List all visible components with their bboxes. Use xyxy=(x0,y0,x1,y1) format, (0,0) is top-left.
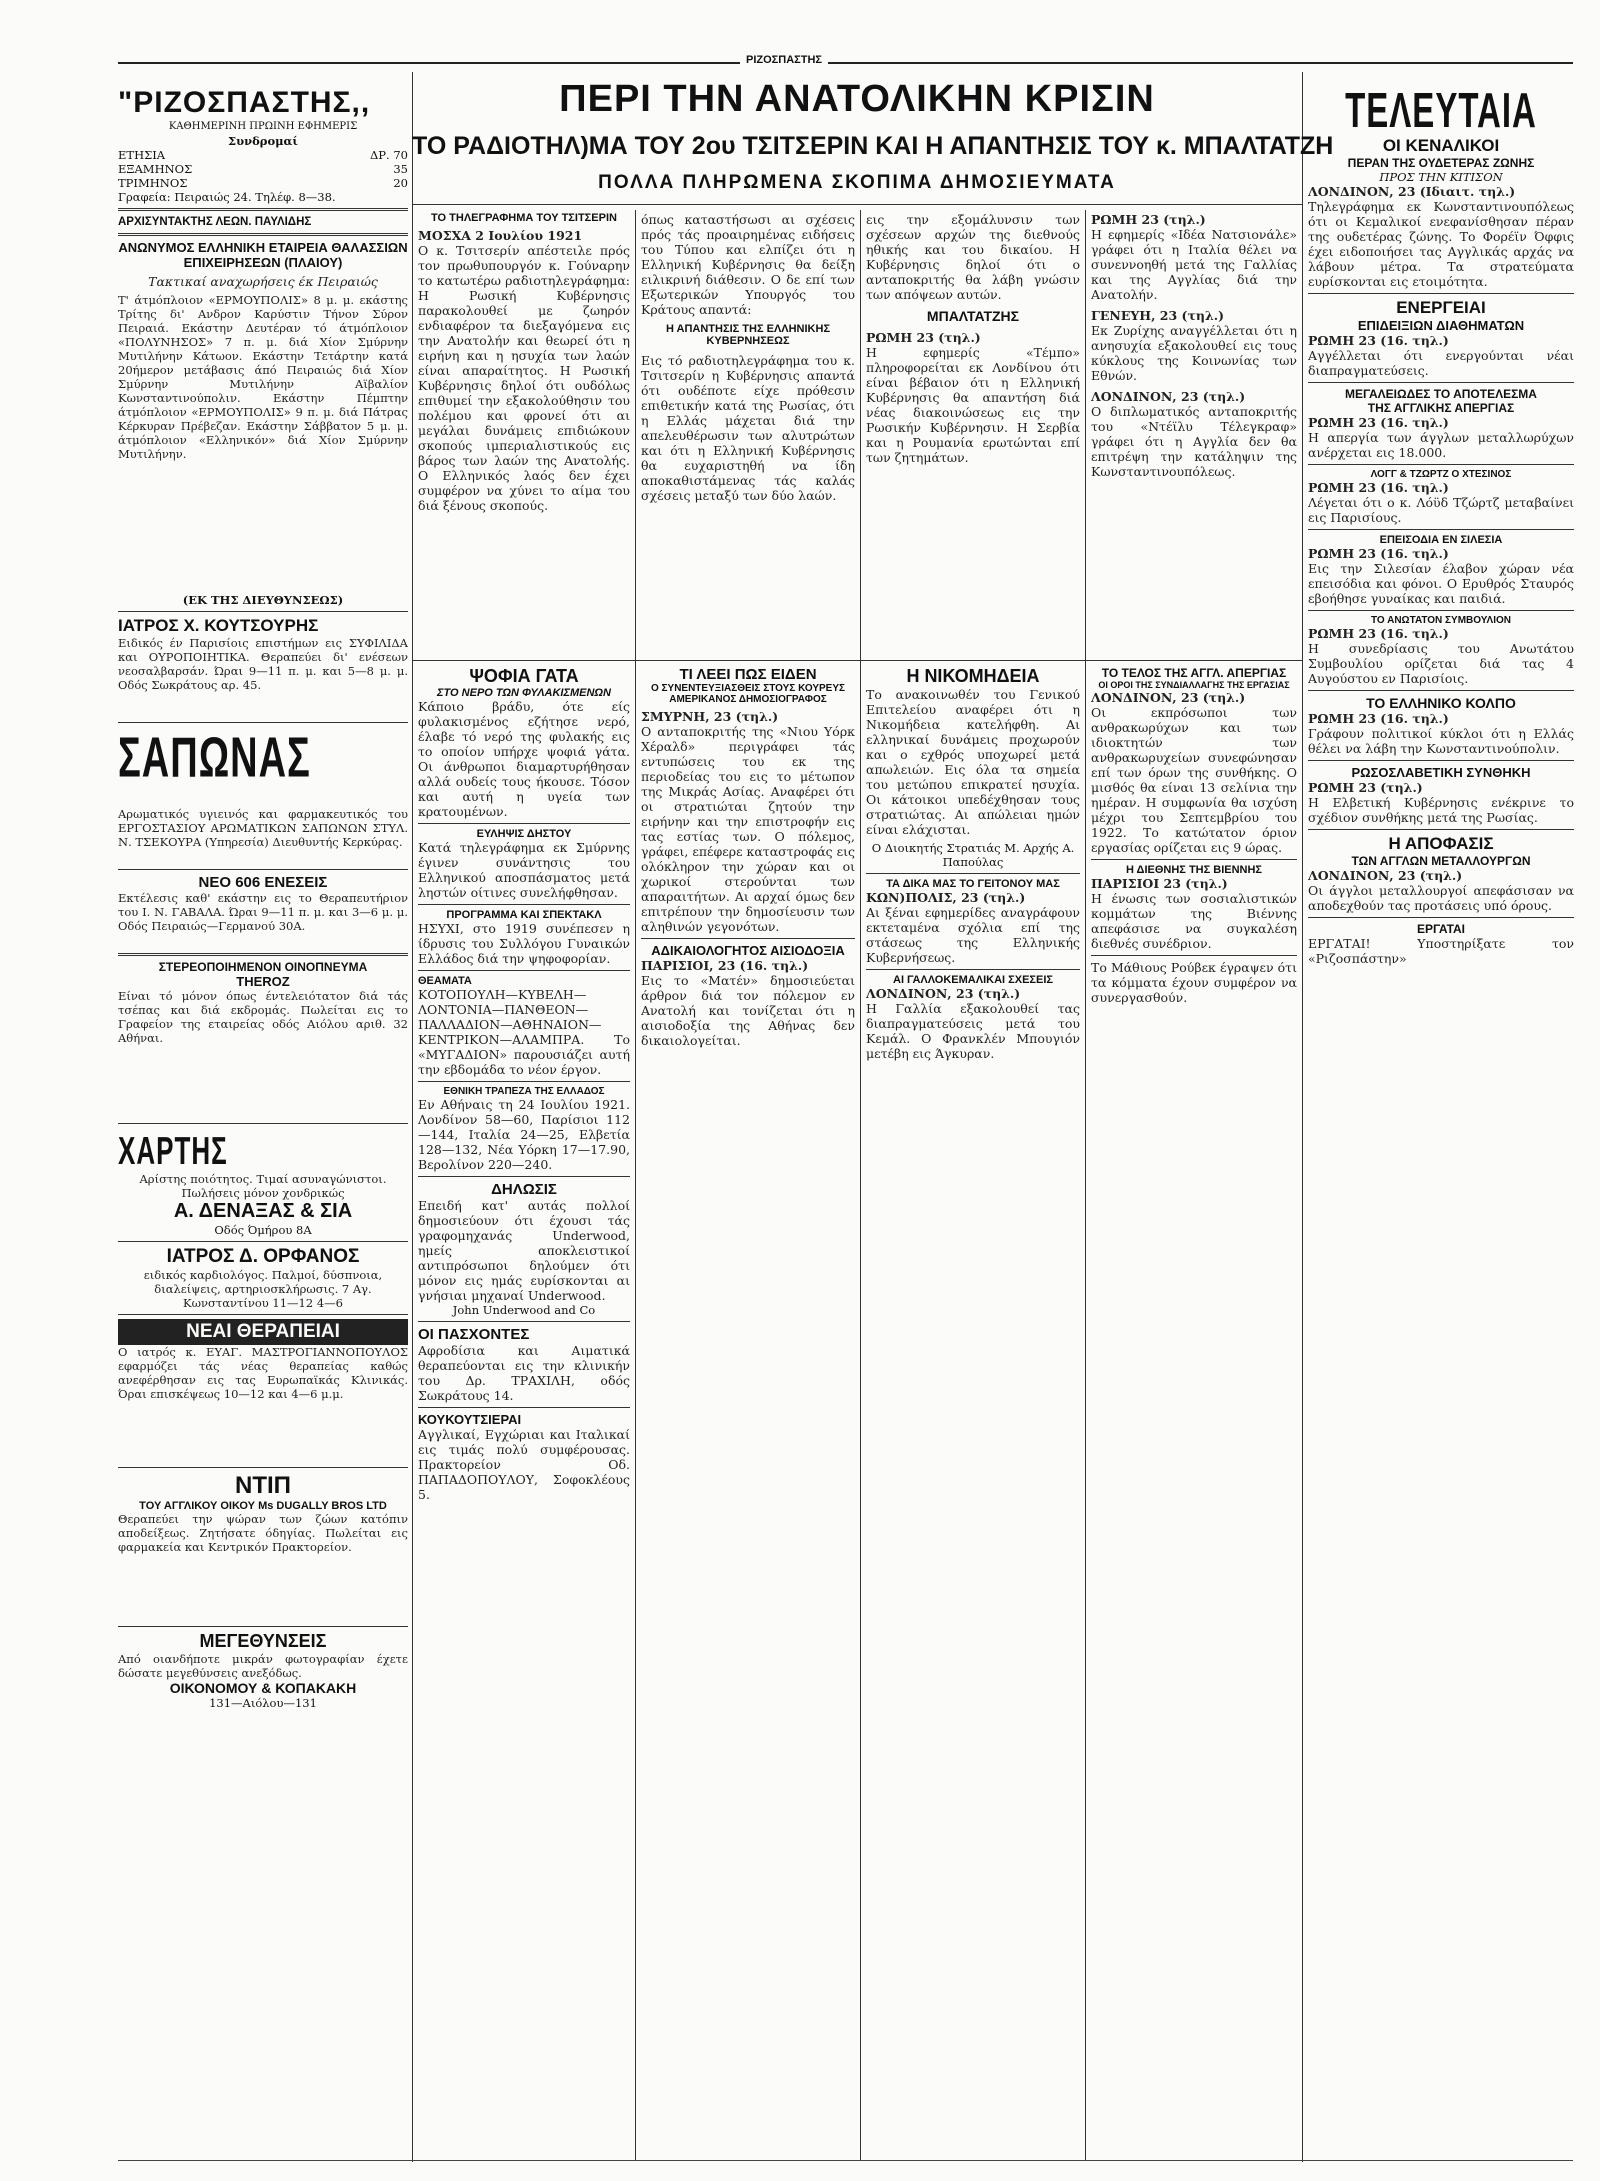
lloyd-george-place: ΡΩΜΗ 23 (16. τηλ.) xyxy=(1308,480,1449,495)
separator-right xyxy=(1302,72,1303,2162)
optimism-place: ΠΑΡΙΣΙΟΙ, 23 (16. τηλ.) xyxy=(641,958,809,973)
theaters-body: ΚΟΤΟΠΟΥΛΗ—ΚΥΒΕΛΗ—ΛΟΝΤΟΝΙΑ—ΠΑΝΘΕΟΝ—ΠΑΛΛΑΔΙΟΝ—ΑΘΗΝΑΙΟΝ—ΚΕΝΤΡΙΚΟΝ—ΑΛΑΜΠΡΑ. Το «ΜΥΓΑΔΙΟΝ» παρουσιάζει αυτή την εβδομάδα το νέον έργον. xyxy=(418,987,630,1077)
signature-baltatzis: ΜΠΑΛΤΑΤΖΗΣ xyxy=(926,308,1020,324)
american-heading: ΤΙ ΛΕΕΙ ΠΩΣ ΕΙΔΕΝ xyxy=(679,666,817,683)
running-head: ΡΙΖΟΣΠΑΣΤΗΣ xyxy=(740,54,828,66)
silesia-heading: ΕΠΕΙΣΟΔΙΑ ΕΝ ΣΙΛΕΣΙΑ xyxy=(1379,534,1503,546)
neighbor-heading: ΤΑ ΔΙΚΑ ΜΑΣ ΤΟ ΓΕΙΤΟΝΟΥ ΜΑΣ xyxy=(886,878,1060,890)
latest-news-box xyxy=(1308,82,1574,136)
departures-heading: Τακτικαί αναχωρήσεις έκ Πειραιώς xyxy=(148,274,378,289)
strike-end-sub: ΟΙ ΟΡΟΙ ΤΗΣ ΣΥΝΔΙΑΛΛΑΓΗΣ ΤΗΣ ΕΡΓΑΣΙΑΣ xyxy=(1098,680,1290,690)
tsitserin-telegram-heading: ΤΟ ΤΗΛΕΓΡΑΦΗΜΑ ΤΟΥ ΤΣΙΤΣΕΡΙΝ xyxy=(431,212,617,224)
ntip-sub: ΤΟΥ ΑΓΓΛΙΚΟΥ ΟΙΚΟΥ Μs DUGALLY BROS LTD xyxy=(139,1500,387,1512)
neighbor-body: Αι ξέναι εφημερίδες αναγράφουν εκτεταμένα σχόλια επί της στάσεως της Ελληνικής Κυβερνήσεως. xyxy=(866,905,1080,965)
enlargements-body: Από οιανδήποτε μικράν φωτογραφίαν έχετε δώσατε μεγεθύνσεις ανεξόδως. xyxy=(118,1652,408,1680)
kemalists-body: Τηλεγράφημα εκ Κωνσταντινουπόλεως ότι οι Κεμαλικοί ενεφανίσθησαν πέραν της ουδετέρας ζώνης. Το Φορέϊν Όφφις έχει ειδοποιήσει τας Αγγλικάς αρχάς να λάβουν μέτρα. Τα στρατεύματα ευρίσκονται εις ετοιμότητα. xyxy=(1308,199,1574,289)
treaty-place: ΡΩΜΗ 23 (τηλ.) xyxy=(1308,780,1423,795)
separator-d1 xyxy=(635,660,636,2160)
strike-result-sub: ΤΗΣ ΑΓΓΛΙΚΗΣ ΑΠΕΡΓΙΑΣ xyxy=(1367,401,1515,415)
sub-row: ΕΤΗΣΙΑ ΔΡ. 70 xyxy=(118,148,408,162)
treaty-body: Η Ελβετική Κυβέρνησις ενέκρινε το σχέδιον συνθήκης μετά της Ρωσίας. xyxy=(1308,795,1574,825)
page-bottom-rule xyxy=(118,2160,1573,2161)
kukutsiera-heading: ΚΟΥΚΟΥΤΣΙΕΡΑΙ xyxy=(418,1412,522,1427)
sep-center-h xyxy=(412,660,1302,661)
separator-c1 xyxy=(635,210,636,660)
page-top-rule xyxy=(118,62,1573,64)
kemalists-sub: ΠΕΡΑΝ ΤΗΣ ΟΥΔΕΤΕΡΑΣ ΖΩΝΗΣ xyxy=(1347,156,1535,170)
enlargements-address: 131—Αιόλου—131 xyxy=(209,1696,317,1710)
separator-d3 xyxy=(1085,660,1086,2160)
vienna-place: ΠΑΡΙΣΙΟΙ 23 (τηλ.) xyxy=(1091,876,1228,891)
rome-body: Η εφημερίς «Ιδέα Νατσιονάλε» γράφει ότι η Ιταλία θέλει να συνεννοηθή μετά της Γαλλίας και της Αγγλίας διά την Ανατολήν. xyxy=(1091,227,1297,302)
bank-body: Εν Αθήναις τη 24 Ιουλίου 1921. Λονδίνον 58—60, Παρίσιοι 112—144, Ιταλία 24—25, Ελβετία 128—132, Νέα Υόρκη 17—17.90, Βερολίνον 220—240. xyxy=(418,1097,630,1172)
kemalists-place: ΛΟΝΔΙΝΟΝ, 23 (Ιδιαιτ. τηλ.) xyxy=(1308,184,1516,199)
office-address: Γραφεία: Πειραιώς 24. Τηλέφ. 8—38. xyxy=(118,190,336,204)
geneva-body: Εκ Ζυρίχης αναγγέλλεται ότι η ανησυχία εξακολουθεί εις τους κύκλους της Κοινωνίας των Εθνών. xyxy=(1091,323,1297,383)
sufferers-body: Αφροδίσια και Αιματικά θεραπεύονται εις την κλινικήν του Δρ. ΤΡΑΧΙΛΗ, οδός Σωκράτους 14. xyxy=(418,1343,630,1403)
nikomedia-body: Το ανακοινωθέν του Γενικού Επιτελείου αναφέρει ότι η Νικομήδεια κατελήφθη. Αι ελληνικαί δυνάμεις προχωρούν και ο εχθρός υποχωρεί μετά απωλειών. Εις όλα τα σημεία του μετώπου επικρατεί ησυχία. Οι κάτοικοι υπεδέχθησαν τους στρατιώτας. Αι απώλειαι ημών είναι ελάχισται. xyxy=(866,687,1080,837)
lower-col-3 xyxy=(866,666,1080,2156)
sufferers-heading: ΟΙ ΠΑΣΧΟΝΤΕΣ xyxy=(418,1326,530,1343)
subscriptions-list xyxy=(118,148,408,190)
soap-body: Αρωματικός υγιεινός και φαρμακευτικός του ΕΡΓΟΣΤΑΣΙΟΥ ΑΡΩΜΑΤΙΚΩΝ ΣΑΠΩΝΩΝ ΣΤΥΛ. Ν. ΤΣΕΚΟΥΡΑ (Υπηρεσία) Διευθυντής Κερκύρας. xyxy=(118,807,408,849)
paper-ad-title: ΧΑΡΤΗΣ xyxy=(118,1128,228,1172)
bank-heading: ΕΘΝΙΚΗ ΤΡΑΠΕΖΑ ΤΗΣ ΕΛΛΑΔΟΣ xyxy=(443,1086,605,1097)
misc-body: Το Μάθιους Ρούβεκ έγραψεν ότι τα κόμματα έχουν συμφέρον να συνεργασθούν. xyxy=(1091,960,1297,1005)
theaters-heading: ΘΕΑΜΑΤΑ xyxy=(418,975,472,987)
paper-title: "ΡΙΖΟΣΠΑΣΤΗΣ,, xyxy=(118,86,371,119)
doctor2-name: ΙΑΤΡΟΣ Δ. ΟΡΦΑΝΟΣ xyxy=(166,1246,360,1267)
separator-c3 xyxy=(1085,210,1086,660)
workers-heading: ΕΡΓΑΤΑΙ xyxy=(1416,922,1466,936)
doctor1-name: ΙΑΤΡΟΣ Χ. ΚΟΥΤΣΟΥΡΗΣ xyxy=(118,616,319,635)
declaration-firm: John Underwood and Co xyxy=(452,1303,596,1317)
center-col-4 xyxy=(1091,212,1297,656)
robber-body: Κατά τηλεγράφημα εκ Σμύρνης έγινεν συνάντησις του Ελληνικού αποσπάσματος μετά ληστών οίτινες συνελήφθησαν. xyxy=(418,840,630,900)
subscriptions-heading: Συνδρομαί xyxy=(228,134,298,148)
london-body: Ο διπλωματικός ανταποκριτής του «Ντέϊλυ Τέλεγκραφ» γράφει ότι η Αγγλία δεν θα επιτρέψη την κατάληψιν της Κωνσταντινουπόλεως. xyxy=(1091,404,1297,479)
paper-ad-body: Αρίστης ποιότητος. Τιμαί ασυναγώνιστοι. Πωλήσεις μόνον χονδρικώς xyxy=(139,1172,387,1200)
right-column xyxy=(1308,82,1574,2172)
separator-c2 xyxy=(860,210,861,660)
decision-heading: Η ΑΠΟΦΑΣΙΣ xyxy=(1388,834,1494,853)
vienna-heading: Η ΔΙΕΘΝΗΣ ΤΗΣ ΒΙΕΝΝΗΣ xyxy=(1125,864,1263,876)
lower-col-1 xyxy=(418,666,630,2156)
declaration-heading: ΔΗΛΩΣΙΣ xyxy=(491,1181,557,1198)
greek-gulf-heading: ΤΟ ΕΛΛΗΝΙΚΟ ΚΟΛΠΟ xyxy=(1366,695,1516,711)
robber-heading: ΕΥΛΗΨΙΣ ΔΗΣΤΟΥ xyxy=(476,828,572,840)
left-column xyxy=(118,82,408,2172)
decision-place: ΛΟΝΔΙΝΟΝ, 23 (τηλ.) xyxy=(1308,868,1463,883)
center-col-3 xyxy=(866,212,1080,656)
doctor1-body: Ειδικός έν Παρισίοις επιστήμων εις ΣΥΦΙΛΙΔΑ και ΟΥΡΟΠΟΙΗΤΙΚΑ. Θεραπεύει δι' ενέσεων νεοσαλβαρσάν. Ώραι 9—11 π. μ. και 5—8 μ. μ. Οδός Σωκράτους αρ. 45. xyxy=(118,636,408,692)
energy-place: ΡΩΜΗ 23 (16. τηλ.) xyxy=(1308,333,1449,348)
company-body: Τ' άτμόπλοιον «ΕΡΜΟΥΠΟΛΙΣ» 8 μ. μ. εκάστης Τρίτης δι' Ανδρον Καρύστιν Τήνον Σύρον Πειραιά. Εκάστην Δευτέραν τό άτμόπλοιον «ΠΟΛΥΝΗΣΟΣ» 7 π. μ. διά Χίον Σμύρνην Μυτιλήνην Κάτωον. Εκάστην Τετάρτην κατά 20ήμερον μετάβασις άπό Πειραιώς διά Χίον Σμύρνην Μυτιλήνην Αϊβαλίον Κωνσταντινούπολιν. Εκάστην Πέμπτην άτμόπλοιον «ΕΡΜΟΥΠΟΛΙΣ» 9 π. μ. διά Πάτρας Κέρκυραν Πρέβεζαν. Εκάστην Σάββατον 5 μ. μ. άτμόπλοιον «Ελληνικόν» διά Χίον Σμύρνην Μυτιλήνην. xyxy=(118,293,408,461)
main-headline: ΠΕΡΙ ΤΗΝ ΑΝΑΤΟΛΙΚΗΝ ΚΡΙΣΙΝ xyxy=(559,78,1155,120)
thermos-body: Είναι τό μόνον όπως έντελειότατον διά τάς τσέπας και διά εκδρομάς. Πωλείται εις το Γραφείον της εταιρείας οδός Αιόλου αριθ. 32 Αθήναι. xyxy=(118,989,408,1045)
new-therapy-body: Ο ιατρός κ. ΕΥΑΓ. ΜΑΣΤΡΟΓΙΑΝΝΟΠΟΥΛΟΣ εφαρμόζει τάς νέας θεραπείας καθώς ανεφέρθησαν εις τας Ευρωπαϊκάς Κλινικάς. Όραι επισκέψεως 10—12 και 4—6 μ.μ. xyxy=(118,1345,408,1401)
strike-end-heading: ΤΟ ΤΕΛΟΣ ΤΗΣ ΑΓΓΛ. ΑΠΕΡΓΙΑΣ xyxy=(1101,666,1287,680)
declaration-body: Επειδή κατ' αυτάς πολλοί δημοσιεύουν ότι έχουσι τάς γραφομηχανάς Underwood, ημείς αποκλειστικοί αντιπρόσωποι δηλούμεν ότι μόνον εις ημάς ευρίσκονται αι γνήσιαι μηχαναί Underwood. xyxy=(418,1198,630,1303)
dead-cat-body: Κάποιο βράδυ, ότε είς φυλακισμένος εζήτησε νερό, έλαβε τό νερό της φυλακής εις το οποίον υπήρχε ψοφιά γάτα. Οι άνθρωποι διαμαρτυρήθησαν αλλά ουδείς τους ήκουσε. Τόσον και αυτή η υγεία των κρατουμένων. xyxy=(418,699,630,819)
soap-title: ΣΑΠΩΝΑΣ xyxy=(118,727,311,790)
col2-body: όπως καταστήσωσι αι σχέσεις πρός τάς προαιρημένας ειδήσεις του Τύπου και ελπίζει ότι η Ελληνική Κυβέρνησις θα δείξη ειλικρινή διάθεσιν. Ο δε επί των Εξωτερικών Υπουργός του Κράτους απαντά: xyxy=(641,212,855,317)
supreme-council-heading: ΤΟ ΑΝΩΤΑΤΟΝ ΣΥΜΒΟΥΛΙΟΝ xyxy=(1371,615,1511,626)
center-col-2 xyxy=(641,212,855,656)
director-name: ΑΡΧΙΣΥΝΤΑΚΤΗΣ ΛΕΩΝ. ΠΑΥΛΙΔΗΣ xyxy=(118,216,312,228)
tsitserin-body: Ο κ. Τσιτσερίν απέστειλε πρός τον πρωθυπουργόν κ. Γούναρην το κατωτέρω ραδιοτηλεγράφημα: Η Ρωσική Κυβέρνησις παρακολουθεί με ζωηρόν ενδιαφέρον τα διεξαγόμενα εις την Ανατολήν και θεωρεί ότι η ειρήνη και η ησυχία των λαών είναι απαραίτητος. Η Ρωσική Κυβέρνησις δηλοί ότι ουδόλως επιθυμεί την εξακολούθησιν του πολέμου και φρονεί ότι αι μεγάλαι δυνάμεις επιδιώκουν σκοπούς ιμπεριαλιστικούς εις βάρος των λαών της Ανατολής. Ο Ελληνικός λαός δεν έχει συμφέρον να χύνει το αίμα του διά ξένους σκοπούς. xyxy=(418,243,630,513)
silesia-place: ΡΩΜΗ 23 (16. τηλ.) xyxy=(1308,546,1449,561)
strike-result-heading: ΜΕΓΑΛΕΙΩΔΕΣ ΤΟ ΑΠΟΤΕΛΕΣΜΑ xyxy=(1345,387,1537,401)
greek-reply-body: Εις τό ραδιοτηλεγράφημα του κ. Τσιτσερίν η Κυβέρνησις απαντά ότι ουδέποτε είχε πρόθεσιν επιθετικήν κατά της Ρωσίας, ότι η Ελλάς μάχεται διά την απελευθέρωσιν των αλυτρώτων και ότι η Ελληνική Κυβέρνησις θα ευχαριστηθή να ίδη αποκαθιστάμενας τάς καλάς σχέσεις μεταξύ των δύο λαών. xyxy=(641,353,855,503)
ntip-body: Θεραπεύει την ψώραν των ζώων κατόπιν αποδείξεως. Ζητήσατε όδηγίας. Πωλείται εις φαρμακεία και Κεντρικόν Πρακτορείον. xyxy=(118,1512,408,1554)
american-place: ΣΜΥΡΝΗ, 23 (τηλ.) xyxy=(641,709,779,724)
energy-sub: ΕΠΙΔΕΙΞΙΩΝ ΔΙΑΘΗΜΑΤΩΝ xyxy=(1357,318,1525,333)
kemal-relations-place: ΛΟΝΔΙΝΟΝ, 23 (τηλ.) xyxy=(866,986,1021,1001)
rome-place: ΡΩΜΗ 23 (τηλ.) xyxy=(1091,212,1206,227)
tsitserin-place: ΜΟΣΧΑ 2 Ιουλίου 1921 xyxy=(418,228,583,243)
treaty-heading: ΡΩΣΟΣΛΑΒΕΤΙΚΗ ΣΥΝΘΗΚΗ xyxy=(1351,765,1531,780)
optimism-body: Εις το «Ματέν» δημοσιεύεται άρθρον διά τον πόλεμον εν Ανατολή και τονίζεται ότι η αισιοδοξία της Αθήνας δεν δικαιολογείται. xyxy=(641,973,855,1048)
neighbor-place: ΚΩΝ)ΠΟΛΙΣ, 23 (τηλ.) xyxy=(866,890,1026,905)
sub-headline: ΤΟ ΡΑΔΙΟΤΗΛ)ΜΑ ΤΟΥ 2ου ΤΣΙΤΣΕΡΙΝ ΚΑΙ Η ΑΠΑΝΤΗΣΙΣ ΤΟΥ κ. ΜΠΑΛΤΑΤΖΗ xyxy=(412,132,1334,160)
american-body: Ο ανταποκριτής της «Νιου Υόρκ Χέραλδ» περιγράφει τάς εντυπώσεις του εκ της περιοδείας του εις το μέτωπον της Μικράς Ασίας. Αναφέρει ότι οι στρατιώται ζητούν την ειρήνην και την επιστροφήν εις τας εστίας των. Ο πόλεμος, γράφει, επέφερε καταστροφάς εις ολόκληρον την χώραν και οι χωρικοί στερούνται των απαραιτήτων. Αι αρχαί όμως δεν επιτρέπουν την δημοσίευσιν των αληθινών γεγονότων. xyxy=(641,724,855,934)
thermos-sub: THEROZ xyxy=(236,974,290,989)
strike-end-body: Οι εκπρόσωποι των ανθρακωρύχων και των ιδιοκτητών των ανθρακωρυχείων συνεφώνησαν επί των όρων της συνθήκης. Ο μισθός θα είναι 13 σελίνια την ημέραν. Η συμφωνία θα ισχύση μέχρι του Σεπτεμβρίου του 1922. Το κατώτατον όριον εργασίας ορίζεται εις 9 ώρας. xyxy=(1091,705,1297,855)
silesia-body: Εις την Σιλεσίαν έλαβον χώραν νέα επεισόδια και φόνοι. Ο Ερυθρός Σταυρός εβοήθησε γυναίκας και παιδιά. xyxy=(1308,561,1574,606)
strike-result-place: ΡΩΜΗ 23 (16. τηλ.) xyxy=(1308,415,1449,430)
paper-subtitle: ΚΑΘΗΜΕΡΙΝΗ ΠΡΩΙΝΗ ΕΦΗΜΕΡΙΣ xyxy=(168,121,358,132)
doctor2-body: ειδικός καρδιολόγος. Παλμοί, δύσπνοια, διαλείψεις, αρτηριοσκλήρωσις. 7 Αγ. Κωνσταντίνου 11—12 4—6 xyxy=(143,1268,383,1310)
paper-ad xyxy=(118,1128,408,1172)
new-therapy-title: ΝΕΑΙ ΘΕΡΑΠΕΙΑΙ xyxy=(118,1319,408,1345)
workers-body: ΕΡΓΑΤΑΙ! Υποστηρίξατε τον «Ριζοσπάστην» xyxy=(1308,936,1574,966)
decision-body: Οι άγγλοι μεταλλουργοί απεφάσισαν να αποδεχθούν τας προτάσεις υπό όρους. xyxy=(1308,883,1574,913)
london-place: ΛΟΝΔΙΝΟΝ, 23 (τηλ.) xyxy=(1091,389,1246,404)
col3-body: εις την εξομάλυνσιν των σχέσεων αρχών της διεθνούς ηθικής και του δικαίου. Η Κυβέρνησις δηλοί ότι ο ανταποκριτής θα λάβη γνώσιν των απόψεων αυτών. xyxy=(866,212,1080,302)
kemal-relations-body: Η Γαλλία εξακολουθεί τας διαπραγματεύσεις μετά του Κεμάλ. Ο Φρανκλέν Μπουγιόν μετέβη εις Άγκυραν. xyxy=(866,1001,1080,1061)
kemalists-sub2: ΠΡΟΣ ΤΗΝ ΚΙΤΙΣΟΝ xyxy=(1379,170,1503,184)
greek-gulf-place: ΡΩΜΗ 23 (16. τηλ.) xyxy=(1308,711,1449,726)
strike-result-body: Η απεργία των άγγλων μεταλλωρύχων ανέρχεται εις 18.000. xyxy=(1308,430,1574,460)
energy-heading: ΕΝΕΡΓΕΙΑΙ xyxy=(1396,298,1486,317)
separator-d2 xyxy=(860,660,861,2160)
neo-body: Εκτέλεσις καθ' εκάστην εις το Θεραπευτήριον του Ι. Ν. ΓΑΒΑΛΑ. Ώραι 9—11 π. μ. και 3—6 μ. μ. Οδός Πειραιώς—Γερμανού 30Α. xyxy=(118,891,408,933)
enlargements-title: ΜΕΓΕΘΥΝΣΕΙΣ xyxy=(199,1631,327,1651)
col3-place: ΡΩΜΗ 23 (τηλ.) xyxy=(866,330,981,345)
soap-ad xyxy=(118,727,408,807)
program-body: ΗΣΥΧΙ, στο 1919 συνέπεσεν η ίδρυσις του Συλλόγου Γυναικών Ελλάδος διά την ψηφοφορίαν. xyxy=(418,921,630,966)
lower-col-4 xyxy=(1091,666,1297,2156)
supreme-council-place: ΡΩΜΗ 23 (16. τηλ.) xyxy=(1308,626,1449,641)
paper-ad-address: Οδός Όμήρου 8Α xyxy=(214,1223,312,1237)
col3-body2: Η εφημερίς «Τέμπο» πληροφορείται εκ Λονδίνου ότι είναι βέβαιον ότι η Ελληνική Κυβέρνησις θα απαντήση διά νέας διακοινώσεως εις την Ρωσικήν Κυβέρνησιν. Η Σερβία και η Ρουμανία ερωτώνται επί των ζητημάτων. xyxy=(866,345,1080,465)
headline-rule xyxy=(412,204,1302,205)
nikomedia-heading: Η ΝΙΚΟΜΗΔΕΙΑ xyxy=(906,666,1040,686)
sub-row: ΤΡΙΜΗΝΟΣ 20 xyxy=(118,176,408,190)
kemal-relations-heading: ΑΙ ΓΑΛΛΟΚΕΜΑΛΙΚΑΙ ΣΧΕΣΕΙΣ xyxy=(893,974,1053,986)
lower-col-2 xyxy=(641,666,855,2156)
dead-cat-sub: ΣΤΟ ΝΕΡΟ ΤΩΝ ΦΥΛΑΚΙΣΜΕΝΩΝ xyxy=(437,687,611,699)
energy-body: Αγγέλλεται ότι ενεργούνται νέαι διαπραγματεύσεις. xyxy=(1308,348,1574,378)
thermos-title: ΣΤΕΡΕΟΠΟΙΗΜΕΝΟΝ ΟΙΝΟΠΝΕΥΜΑ xyxy=(158,960,368,974)
american-sub: Ο ΣΥΝΕΝΤΕΥΞΙΑΣΘΕΙΣ ΣΤΟΥΣ ΚΟΥΡΕΥΣ ΑΜΕΡΙΚΑΝΟΣ ΔΗΜΟΣΙΟΓΡΑΦΟΣ xyxy=(650,683,846,705)
ntip-title: ΝΤΙΠ xyxy=(235,1472,291,1499)
company-footer: (ΕΚ ΤΗΣ ΔΙΕΥΘΥΝΣΕΩΣ) xyxy=(182,593,344,607)
kicker: ΠΟΛΛΑ ΠΛΗΡΩΜΕΝΑ ΣΚΟΠΙΜΑ ΔΗΜΟΣΙΕΥΜΑΤΑ xyxy=(598,172,1116,193)
separator-left xyxy=(412,72,413,2162)
enlargements-firm: ΟΙΚΟΝΟΜΟΥ & ΚΟΠΑΚΑΚΗ xyxy=(169,1680,357,1696)
program-heading: ΠΡΟΓΡΑΜΜΑ ΚΑΙ ΣΠΕΚΤΑΚΛ xyxy=(446,909,602,921)
center-col-1 xyxy=(418,212,630,656)
strike-end-place: ΛΟΝΔΙΝΟΝ, 23 (τηλ.) xyxy=(1091,690,1246,705)
nikomedia-sign: Ο Διοικητής Στρατιάς Μ. Αρχής Α. Παπούλας xyxy=(871,841,1075,869)
company-name: ΑΝΩΝΥΜΟΣ ΕΛΛΗΝΙΚΗ ΕΤΑΙΡΕΙΑ ΘΑΛΑΣΣΙΩΝ ΕΠΙΧΕΙΡΗΣΕΩΝ (ΠΛΑΙΟΥ) xyxy=(118,240,408,270)
geneva-place: ΓΕΝΕΥΗ, 23 (τηλ.) xyxy=(1091,308,1224,323)
vienna-body: Η ένωσις των σοσιαλιστικών κομμάτων της Βιέννης απεφάσισε να συγκαλέση διεθνές συνέδριον. xyxy=(1091,891,1297,951)
dead-cat-heading: ΨΟΦΙΑ ΓΑΤΑ xyxy=(469,666,579,686)
lloyd-george-body: Λέγεται ότι ο κ. Λόϋδ Τζώρτζ μεταβαίνει εις Παρισίους. xyxy=(1308,495,1574,525)
paper-ad-firm: Α. ΔΕΝΑΞΑΣ & ΣΙΑ xyxy=(173,1200,353,1222)
kemalists-heading: ΟΙ ΚΕΝΑΛΙΚΟΙ xyxy=(1382,136,1500,155)
lloyd-george-heading: ΛΟΓΓ & ΤΖΩΡΤΖ Ο ΧΤΕΣΙΝΟΣ xyxy=(1370,469,1512,480)
latest-news-title: ΤΕΛΕΥΤΑΙΑ xyxy=(1345,82,1537,136)
greek-gulf-body: Γράφουν πολιτικοί κύκλοι ότι η Ελλάς θέλει να λάβη την Κωνσταντινούπολιν. xyxy=(1308,726,1574,756)
supreme-council-body: Η συνεδρίασις του Ανωτάτου Συμβουλίου ορίζεται διά τας 4 Αυγούστου εν Παρισίοις. xyxy=(1308,641,1574,686)
kukutsiera-body: Αγγλικαί, Εγχώριαι και Ιταλικαί εις τιμάς πολύ συμφέρουσας. Πρακτορείον Οδ. ΠΑΠΑΔΟΠΟΥΛΟΥ, Σοφοκλέους 5. xyxy=(418,1427,630,1502)
sub-row: ΕΞΑΜΗΝΟΣ 35 xyxy=(118,162,408,176)
optimism-heading: ΑΔΙΚΑΙΟΛΟΓΗΤΟΣ ΑΙΣΙΟΔΟΞΙΑ xyxy=(651,943,845,958)
greek-reply-heading: Η ΑΠΑΝΤΗΣΙΣ ΤΗΣ ΕΛΛΗΝΙΚΗΣ ΚΥΒΕΡΝΗΣΕΩΣ xyxy=(665,323,831,347)
neo-title: ΝΕΟ 606 ΕΝΕΣΕΙΣ xyxy=(198,874,328,891)
decision-sub: ΤΩΝ ΑΓΓΛΩΝ ΜΕΤΑΛΛΟΥΡΓΩΝ xyxy=(1351,854,1531,868)
